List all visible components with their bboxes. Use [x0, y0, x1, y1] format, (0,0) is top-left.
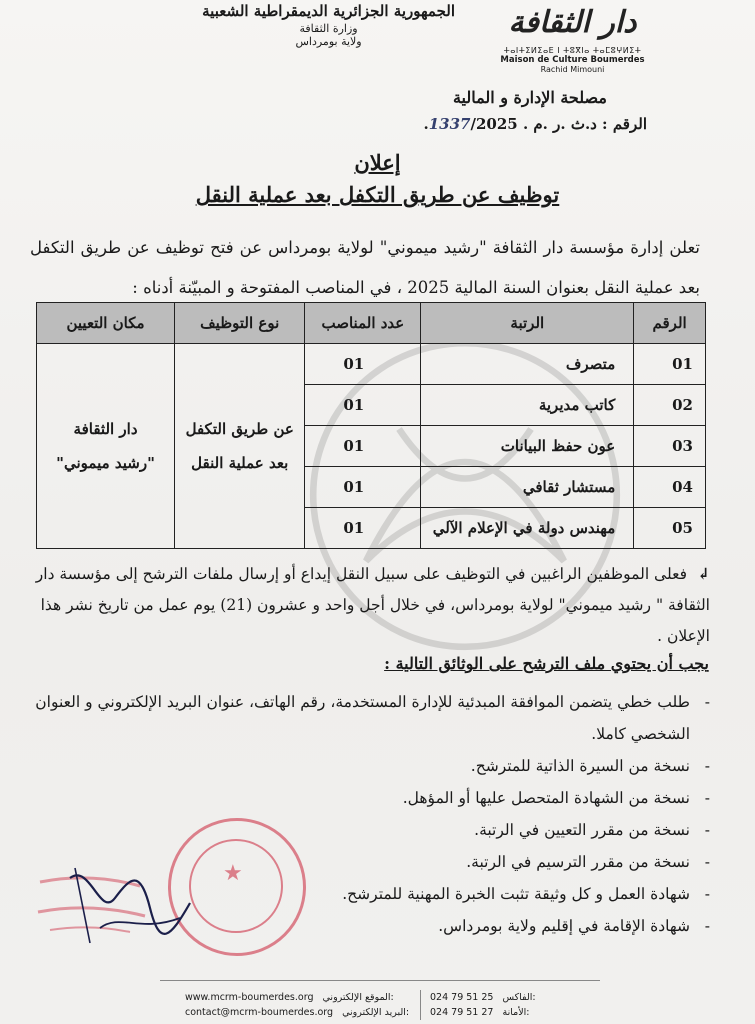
row-rank: مستشار ثقافي: [421, 467, 634, 508]
row-num: 05: [634, 508, 706, 549]
row-num: 03: [634, 426, 706, 467]
republic-name: الجمهورية الجزائرية الديمقراطية الشعبية: [202, 2, 455, 20]
table-row: [37, 344, 706, 385]
footer-phone-contact: [430, 990, 536, 1020]
notice-text: فعلى الموظفين الراغبين في التوظيف على سبيل النقل إيداع أو إرسال ملفات الترشح إلى مؤسسة دار الثقافة " رشيد ميموني" لولاية بومرداس، في خلال أجل واحد و عشرون (21) يوم عمل من تاريخ نشر هذا الإعلان .: [35, 565, 710, 645]
col-header-type: نوع التوظيف: [175, 303, 305, 344]
required-documents-heading: يجب أن يحتوي ملف الترشح على الوثائق التالية :: [384, 654, 709, 673]
logo-calligraphy: دار الثقافة: [508, 5, 637, 40]
handwritten-signature: [60, 858, 200, 948]
footer-divider: [160, 980, 600, 981]
assignment-place-line1: دار الثقافة: [73, 420, 138, 438]
recruitment-type-line1: عن طريق التكفل: [185, 420, 294, 438]
logo-name-line: Rachid Mimouni: [540, 65, 605, 74]
col-header-count: عدد المناصب: [305, 303, 421, 344]
list-item: - شهادة الإقامة في إقليم ولاية بومرداس.: [30, 910, 710, 942]
letterhead-ministry: [202, 2, 455, 48]
row-count: 01: [305, 385, 421, 426]
footer-fax-label: الفاكس:: [502, 992, 536, 1003]
intro-paragraph: تعلن إدارة مؤسسة دار الثقافة "رشيد ميموني" لولاية بومرداس عن فتح توظيف عن طريق التكفل بعد عملية النقل بعنوان السنة المالية 2025 ، في المناصب المفتوحة و المبيّنة أدناه :: [30, 238, 700, 297]
announcement-subtitle: توظيف عن طريق التكفل بعد عملية النقل: [195, 182, 560, 207]
ministry-name: وزارة الثقافة: [299, 22, 358, 35]
list-item: - شهادة العمل و كل وثيقة تثبت الخبرة المهنية للمترشح.: [30, 878, 710, 910]
stamp-star-icon: ★: [223, 861, 243, 886]
footer-separator: [420, 990, 421, 1020]
reference-handwritten-number: 1337: [428, 115, 471, 133]
recruitment-type-cell: [175, 344, 305, 549]
col-header-num: الرقم: [634, 303, 706, 344]
col-header-rank: الرتبة: [421, 303, 634, 344]
list-item: - نسخة من مقرر الترسيم في الرتبة.: [30, 846, 710, 878]
footer-email-row: [185, 1005, 409, 1020]
row-num: 01: [634, 344, 706, 385]
footer-email-label: البريد الإلكتروني:: [342, 1007, 410, 1018]
assignment-place-cell: [37, 344, 175, 549]
row-rank: كاتب مديرية: [421, 385, 634, 426]
announcement-title: إعلان: [354, 150, 401, 175]
row-num: 02: [634, 385, 706, 426]
reference-number: [424, 115, 648, 133]
row-count: 01: [305, 467, 421, 508]
footer-website-row: [185, 990, 409, 1005]
submission-notice: [30, 558, 710, 652]
recruitment-type-line2: بعد عملية النقل: [191, 454, 289, 472]
list-item: - طلب خطي يتضمن الموافقة المبدئية للإدارة المستخدمة، رقم الهاتف، عنوان البريد الإلكتروني و العنوان الشخصي كاملا.: [30, 686, 710, 750]
footer-fax-row: [430, 990, 536, 1005]
assignment-place-line2: "رشيد ميموني": [56, 454, 155, 472]
row-rank: متصرف: [421, 344, 634, 385]
row-num: 04: [634, 467, 706, 508]
arrow-bullet-icon: ↲: [697, 564, 710, 583]
footer-fax: 024 79 51 25: [430, 992, 494, 1003]
row-rank: عون حفظ البيانات: [421, 426, 634, 467]
footer-secretariat-row: [430, 1005, 536, 1020]
table-header-row: [37, 303, 706, 344]
reference-prefix: الرقم : د.ث .ر .م .: [522, 115, 647, 133]
list-item: - نسخة من السيرة الذاتية للمترشح.: [30, 750, 710, 782]
footer-website-label: الموقع الإلكتروني:: [322, 992, 394, 1003]
list-item: - نسخة من مقرر التعيين في الرتبة.: [30, 814, 710, 846]
logo-tifinagh-line: ⵜⴰⵏⵜⵉⵍⵉⴰⴹ ⵏ ⵜⵓⴳⵏⴰ ⵜⴰⵎⵓⵖⵍⵉⵜ: [503, 46, 642, 55]
row-count: 01: [305, 508, 421, 549]
row-count: 01: [305, 344, 421, 385]
reference-year: /2025.: [423, 115, 518, 133]
footer-web-contact: [185, 990, 409, 1020]
wilaya-name: ولاية بومرداس: [295, 35, 362, 48]
row-rank: مهندس دولة في الإعلام الآلي: [421, 508, 634, 549]
col-header-place: مكان التعيين: [37, 303, 175, 344]
row-count: 01: [305, 426, 421, 467]
list-item: - نسخة من الشهادة المتحصل عليها أو المؤهل.: [30, 782, 710, 814]
logo-french-line: Maison de Culture Boumerdes: [500, 55, 645, 65]
footer-secretariat-label: الأمانة:: [502, 1007, 530, 1018]
footer-website[interactable]: www.mcrm-boumerdes.org: [185, 992, 314, 1003]
department-name: مصلحة الإدارة و المالية: [452, 88, 607, 107]
positions-table: [36, 302, 706, 549]
stamp-inner-ring: [189, 839, 283, 933]
footer-email[interactable]: contact@mcrm-boumerdes.org: [185, 1007, 334, 1018]
institution-logo: [490, 0, 655, 74]
footer-secretariat: 024 79 51 27: [430, 1007, 494, 1018]
